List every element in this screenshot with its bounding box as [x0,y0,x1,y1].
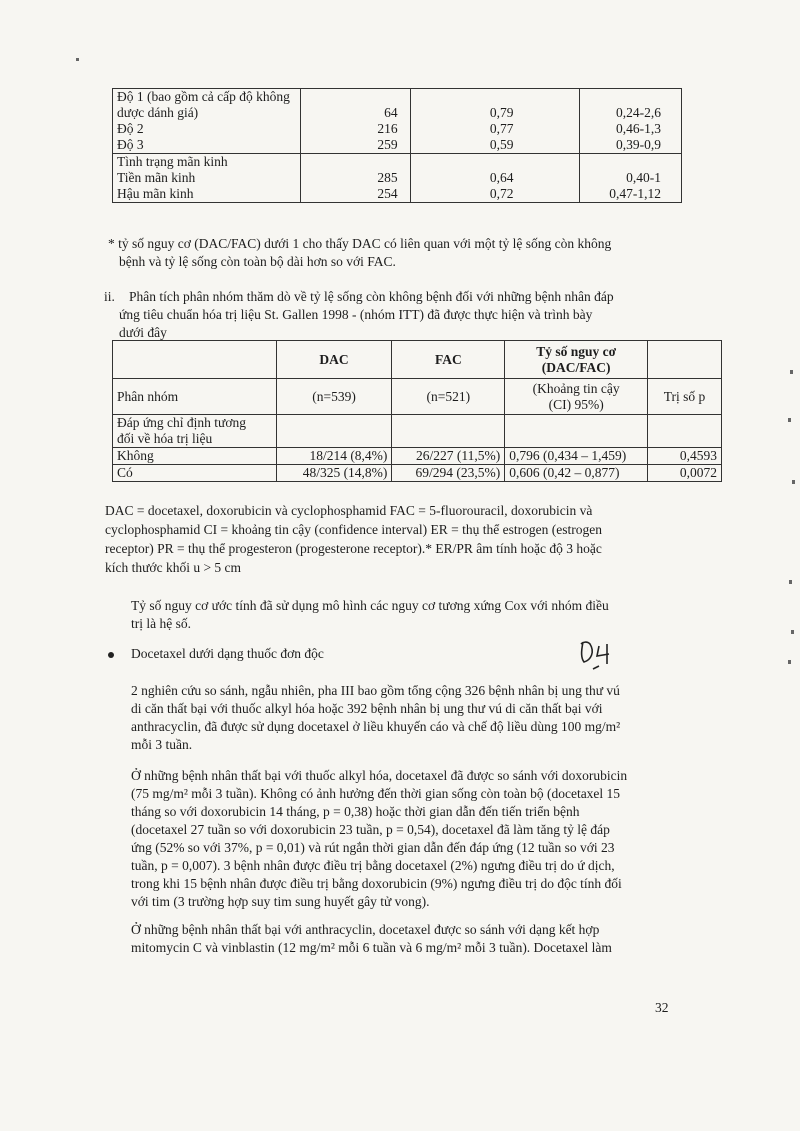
table-cell: 26/227 (11,5%) [392,448,505,465]
table-cell: Tình trạng mãn kinh [113,154,301,171]
table-cell: Độ 2 [113,121,301,137]
table-row [113,121,682,137]
table-cell: 48/325 (14,8%) [276,465,392,482]
table-cell [301,154,410,171]
table-cell: 0,64 [410,170,580,186]
table-cell [301,89,410,106]
handwritten-annotation-icon [575,638,625,672]
subheader-group: Phân nhóm [113,379,277,415]
table-row [113,186,682,203]
table-cell: 259 [301,137,410,154]
section-label-cell [113,415,277,448]
subheader-p-value: Trị số p [648,379,722,415]
paragraph-anthracyclin-failure [131,921,687,957]
table-cell: 0,47-1,12 [580,186,682,203]
scan-artifact [792,480,795,484]
section-empty-fac [392,415,505,448]
table-cell: 0,77 [410,121,580,137]
header-hazard-ratio [505,341,648,379]
header-fac: FAC [392,341,505,379]
section-empty-p [648,415,722,448]
paragraph-line: tháng so với doxorubicin 14 tháng, p = 0,38) hoặc thời gian dẫn đến tiến triển bệnh [131,804,580,819]
table-cell: dược dánh giá) [113,105,301,121]
header-p-empty-cell [648,341,722,379]
table-row [113,170,682,186]
paragraph-line: Ở những bệnh nhân thất bại với thuốc alkyl hóa, docetaxel đã được so sánh với doxorubicin [131,768,628,783]
table-row [113,154,682,171]
table-cell: 64 [301,105,410,121]
table-cell: 0,39-0,9 [580,137,682,154]
paragraph-line: ứng (52% so với 37%, p = 0,01) và rút ngắn thời gian dẫn đến đáp ứng (12 tuần so với 23 [131,840,615,855]
abbreviation-line-3: receptor) PR = thụ thể progesteron (progesterone receptor).* ER/PR âm tính hoặc độ 3 hoặc [105,541,602,556]
table-cell: Độ 3 [113,137,301,154]
subgroup-table-continued [112,88,682,203]
cox-note-line-2: trị là hệ số. [131,616,191,631]
section-label-line-1: Đáp ứng chỉ định tương [117,415,247,430]
table-cell: 0,46-1,3 [580,121,682,137]
scan-artifact [791,630,794,634]
table-cell: Có [113,465,277,482]
section-empty-hr [505,415,648,448]
subheader-ci [505,379,648,415]
footnote-hazard-ratio-line-2: bệnh và tỷ lệ sống còn toàn bộ dài hơn so với FAC. [119,254,396,269]
scan-artifact [788,418,791,422]
section-ii-line-3: dưới đây [119,325,167,340]
paragraph-line: với tim (3 trường hợp suy tim sung huyết gây tử vong). [131,894,430,909]
table-cell: 285 [301,170,410,186]
paragraph-line: (75 mg/m² mỗi 3 tuần). Không có ảnh hưởng đến thời gian sống còn toàn bộ (docetaxel 15 [131,786,621,801]
header-empty-cell [113,341,277,379]
section-label-line-2: đối về hóa trị liệu [117,431,213,446]
subheader-fac-n: (n=521) [392,379,505,415]
header-hazard-ratio-line-2: (DAC/FAC) [541,359,611,375]
section-ii-line-1: Phân tích phân nhóm thăm dò về tỷ lệ sống còn không bệnh đối với những bệnh nhân đáp [129,289,614,304]
section-heading-docetaxel-monotherapy: Docetaxel dưới dạng thuốc đơn độc [131,646,324,661]
paragraph-line: tuần, p = 0,007). 3 bệnh nhân được điều trị bằng docetaxel (2%) ngưng điều trị do ứ dịch, [131,858,615,873]
table-cell [580,89,682,106]
paragraph-line: (docetaxel 27 tuần so với doxorubicin 23 tuần, p = 0,54), docetaxel đã làm tăng tỷ lệ đáp [131,822,610,837]
subheader-ci-line-2: (CI) 95%) [548,396,604,412]
subheader-ci-line-1: (Khoảng tin cậy [532,380,620,396]
table-cell: Không [113,448,277,465]
table-cell: 0,4593 [648,448,722,465]
table-cell [410,154,580,171]
table-cell: 0,24-2,6 [580,105,682,121]
table-row [113,465,722,482]
scan-artifact [76,58,79,61]
table-cell: Độ 1 (bao gồm cả cấp độ không [113,89,301,106]
page-number: 32 [655,1000,669,1015]
abbreviation-line-2: cyclophosphamid CI = khoảng tin cậy (confidence interval) ER = thụ thể estrogen (estrogen [105,522,602,537]
paragraph-study-overview [131,682,687,754]
table-cell: Tiền mãn kinh [113,170,301,186]
table-cell: 0,0072 [648,465,722,482]
table-row [113,89,682,106]
paragraph-line: mỗi 3 tuần. [131,737,193,752]
subheader-dac-n: (n=539) [276,379,392,415]
table-cell: 0,796 (0,434 – 1,459) [505,448,648,465]
st-gallen-subgroup-table [112,340,722,482]
paragraph-line: Ở những bệnh nhân thất bại với anthracyclin, docetaxel được so sánh với dạng kết hợp [131,922,600,937]
header-hazard-ratio-line-1: Tỷ số nguy cơ [536,343,617,359]
table-cell: 18/214 (8,4%) [276,448,392,465]
abbreviation-line-4: kích thước khối u > 5 cm [105,560,242,575]
table-cell: 254 [301,186,410,203]
table-cell: Hậu mãn kinh [113,186,301,203]
table-cell: 0,40-1 [580,170,682,186]
paragraph-line: di căn thất bại với thuốc alkyl hóa hoặc 392 bệnh nhân bị ung thư vú di căn thất bại với [131,701,603,716]
table-cell: 69/294 (23,5%) [392,465,505,482]
table-cell: 0,59 [410,137,580,154]
abbreviation-line-1: DAC = docetaxel, doxorubicin và cyclophosphamid FAC = 5-fluorouracil, doxorubicin và [105,503,593,518]
table-row [113,448,722,465]
section-ii-line-2: ứng tiêu chuẩn hóa trị liệu St. Gallen 1998 - (nhóm ITT) đã được thực hiện và trình bày [119,307,593,322]
table-cell: 0,79 [410,105,580,121]
scan-artifact [788,660,791,664]
table-cell [410,89,580,106]
table-cell: 0,606 (0,42 – 0,877) [505,465,648,482]
bullet-icon [108,652,114,658]
table-row [113,137,682,154]
table-cell: 0,72 [410,186,580,203]
paragraph-line: 2 nghiên cứu so sánh, ngẫu nhiên, pha III bao gồm tổng cộng 326 bệnh nhân bị ung thư vú [131,683,620,698]
header-dac: DAC [276,341,392,379]
table-row [113,105,682,121]
paragraph-line: mitomycin C và vinblastin (12 mg/m² mỗi 6 tuần và 6 mg/m² mỗi 3 tuần). Docetaxel làm [131,940,612,955]
footnote-hazard-ratio-line-1: * tỷ số nguy cơ (DAC/FAC) dưới 1 cho thấy DAC có liên quan với một tỷ lệ sống còn không [108,236,612,251]
cox-note-line-1: Tỷ số nguy cơ ước tính đã sử dụng mô hình các nguy cơ tương xứng Cox với nhóm điều [131,598,609,613]
paragraph-line: trong khi 15 bệnh nhân được điều trị bằng doxorubicin (9%) ngưng điều trị do độc tính đối [131,876,622,891]
scan-artifact [789,580,792,584]
paragraph-line: anthracyclin, đã được sử dụng docetaxel ở liều khuyến cáo và chế độ liều dùng 100 mg/m² [131,719,621,734]
section-marker: ii. [104,289,115,304]
scan-artifact [790,370,793,374]
paragraph-alkylating-failure [131,767,687,911]
table-cell: 216 [301,121,410,137]
table-cell [580,154,682,171]
section-empty-dac [276,415,392,448]
